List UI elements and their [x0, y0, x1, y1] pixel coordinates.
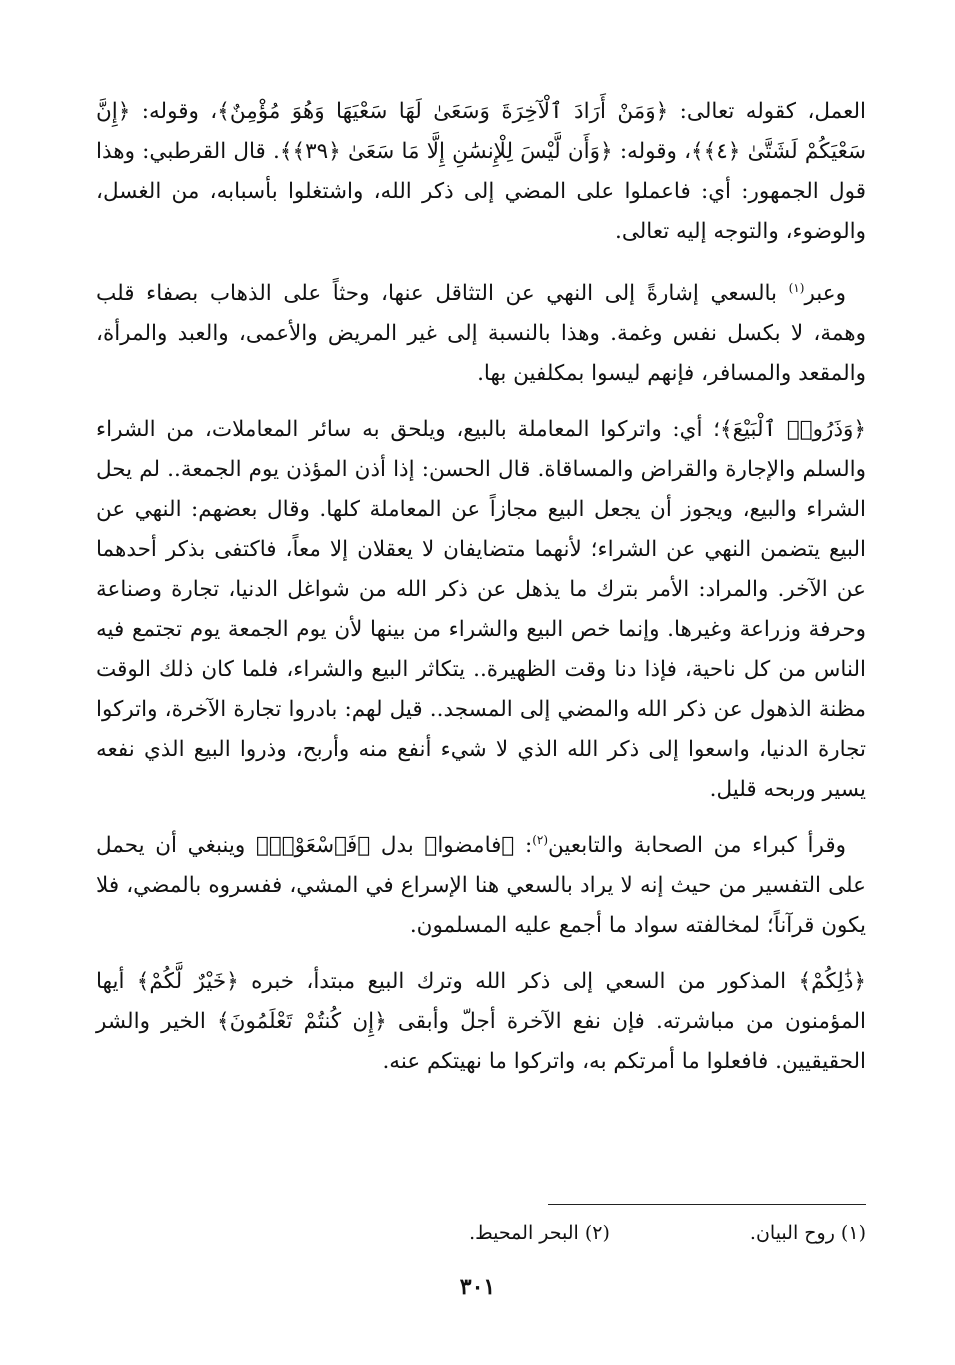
paragraph-4: [96, 826, 866, 946]
footnote-divider: [548, 1204, 866, 1205]
paragraph-1: العمل، كقوله تعالى: ﴿وَمَنْ أَرَادَ ٱلْآخِرَةَ وَسَعَىٰ لَهَا سَعْيَهَا وَهُوَ مُؤْمِنٌ﴾، وقوله: ﴿إِنَّ سَعْيَكُمْ لَشَتَّىٰ ﴿٤﴾﴾، وقوله: ﴿وَأَن لَّيْسَ لِلْإِنسَٰنِ إِلَّا مَا سَعَىٰ ﴿٣٩﴾﴾. قال القرطبي: وهذا قول الجمهور: أي: فاعملوا على المضي إلى ذكر الله، واشتغلوا بأسبابه، من الغسل، والوضوء، والتوجه إليه تعالى.: [96, 99, 866, 244]
paragraph-2: [96, 274, 866, 394]
page-body: [96, 92, 866, 1098]
paragraph-4-start: وقرأ كبراء من الصحابة والتابعين: [548, 833, 846, 858]
footnote-1: (١) روح البيان.: [749, 1222, 866, 1244]
paragraph-5: ﴿ذَٰلِكُمْ﴾ المذكور من السعي إلى ذكر الله وترك البيع مبتدأ، خبره ﴿خَيْرٌ لَّكُمْ﴾ أيها المؤمنون من مباشرته. فإن نفع الآخرة أجلّ وأبقى ﴿إِن كُنتُمْ تَعْلَمُونَ﴾ الخير والشر الحقيقيين. فافعلوا ما أمرتكم به، واتركوا ما نهيتكم عنه.: [96, 969, 866, 1074]
paragraph-2-rest: بالسعي إشارةً إلى النهي عن التثاقل عنها، وحثاً على الذهاب بصفاء قلب وهمة، لا بكسل نفس وغمة. وهذا بالنسبة إلى غير المريض والأعمى، والعبد والمرأة، والمقعد والمسافر، فإنهم ليسوا بمكلفين بها.: [96, 281, 866, 386]
page-number: ٣٠١: [459, 1274, 496, 1300]
footnotes: [200, 1218, 866, 1248]
paragraph-4-rest: : ﴿فامضوا﴾ بدل ﴿فَٱسْعَوْا۟﴾ وينبغي أن يحمل على التفسير من حيث إنه لا يراد بالسعي هنا الإسراع في المشي، ففسروه بالمضي، فلا يكون قرآناً؛ لمخالفته سواد ما أجمع عليه المسلمون.: [96, 833, 866, 938]
paragraph-3: ﴿وَذَرُوا۟ ٱلْبَيْعَ﴾؛ أي: واتركوا المعاملة بالبيع، ويلحق به سائر المعاملات، من الشراء والسلم والإجارة والقراض والمساقاة. قال الحسن: إذا أذن المؤذن يوم الجمعة.. لم يحل الشراء والبيع، ويجوز أن يجعل البيع مجازاً عن المعاملة كلها. وقال بعضهم: النهي عن البيع يتضمن النهي عن الشراء؛ لأنهما متضايفان لا يعقلان إلا معاً، فاكتفى بذكر أحدهما عن الآخر. والمراد: الأمر بترك ما يذهل عن ذكر الله من شواغل الدنيا، تجارة وصناعة وحرفة وزراعة وغيرها. وإنما خص البيع والشراء من بينها لأن يوم الجمعة يوم تجتمع فيه الناس من كل ناحية، فإذا دنا وقت الظهيرة.. يتكاثر البيع والشراء، فلما كان ذلك الوقت مظنة الذهول عن ذكر الله والمضي إلى المسجد.. قيل لهم: بادروا تجارة الآخرة، واتركوا تجارة الدنيا، واسعوا إلى ذكر الله الذي لا شيء أنفع منه وأربح، وذروا البيع الذي نفعه يسير وربحه قليل.: [96, 417, 866, 802]
paragraph-2-start: وعبر: [804, 281, 846, 306]
footnote-2: (٢) البحر المحيط.: [469, 1222, 610, 1244]
footnote-ref-1[interactable]: (١): [788, 280, 805, 295]
footnote-ref-2[interactable]: (٢): [532, 832, 549, 847]
